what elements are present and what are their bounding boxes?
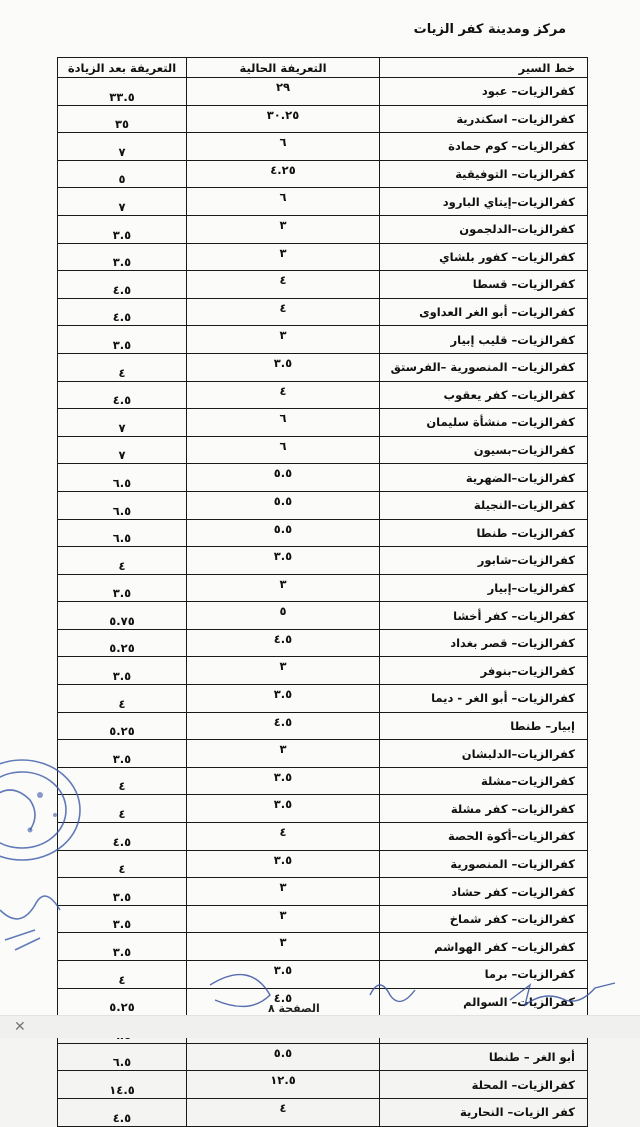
- close-icon[interactable]: ✕: [14, 1019, 26, 1035]
- fare-current-cell: ٥.٥: [187, 519, 380, 547]
- route-cell: كفرالزيات– أبو الغر - ديما: [380, 685, 588, 713]
- table-row: [58, 78, 588, 106]
- table-row: [58, 740, 588, 768]
- route-cell: كفرالزيات– كفر أخشا: [380, 602, 588, 630]
- table-row: [58, 657, 588, 685]
- fare-after-cell: ٤.٥: [58, 298, 187, 326]
- fare-after-cell: ٣٣.٥: [58, 78, 187, 106]
- fare-after-cell: ٧: [58, 409, 187, 437]
- fare-current-cell: ٤.٥: [187, 629, 380, 657]
- table-row: [58, 933, 588, 961]
- fare-current-cell: ٦: [187, 436, 380, 464]
- fare-after-cell: ٥: [58, 160, 187, 188]
- fare-after-cell: ٣.٥: [58, 215, 187, 243]
- fare-after-cell: ٣.٥: [58, 574, 187, 602]
- fare-after-cell: ٦.٥: [58, 491, 187, 519]
- fare-current-cell: ٣.٥: [187, 961, 380, 989]
- route-cell: كفرالزيات– قسطا: [380, 271, 588, 299]
- fare-after-cell: ٥.٢٥: [58, 712, 187, 740]
- fare-current-cell: ٥.٥: [187, 1043, 380, 1071]
- fare-after-cell: ٣.٥: [58, 657, 187, 685]
- table-row: [58, 243, 588, 271]
- route-cell: كفرالزيات–الضهرية: [380, 464, 588, 492]
- route-cell: كفرالزيات– منشأة سليمان: [380, 409, 588, 437]
- viewer-bottom-bar: [0, 1015, 640, 1038]
- table-header-row: [58, 58, 588, 78]
- fare-after-cell: ٤: [58, 795, 187, 823]
- fare-after-cell: ٤: [58, 767, 187, 795]
- route-cell: كفرالزيات– المنصورية –الفرستق: [380, 353, 588, 381]
- table-row: [58, 271, 588, 299]
- page-number: الصفحة ٨: [268, 1002, 320, 1015]
- fare-after-cell: ٤: [58, 547, 187, 575]
- route-cell: كفرالزيات– كفر شماخ: [380, 905, 588, 933]
- route-cell: كفرالزيات–بنوفر: [380, 657, 588, 685]
- route-cell: كفرالزيات– أبو الغر العداوى: [380, 298, 588, 326]
- route-cell: كفرالزيات–إبيار: [380, 574, 588, 602]
- fare-current-cell: ٣.٥: [187, 547, 380, 575]
- fare-after-cell: ٣.٥: [58, 933, 187, 961]
- table-row: [58, 133, 588, 161]
- table-row: [58, 712, 588, 740]
- fare-after-cell: ٣.٥: [58, 878, 187, 906]
- route-cell: كفرالزيات– قليب إبيار: [380, 326, 588, 354]
- fare-current-cell: ٣: [187, 740, 380, 768]
- route-cell: كفرالزيات– كفر الهواشم: [380, 933, 588, 961]
- fare-after-cell: ٧: [58, 436, 187, 464]
- route-cell: كفرالزيات– طنطا: [380, 519, 588, 547]
- fare-current-cell: ٣.٥: [187, 850, 380, 878]
- fare-after-cell: ٤.٥: [58, 271, 187, 299]
- handwritten-signature-icon: [180, 965, 640, 1015]
- route-cell: كفرالزيات–الدلبشان: [380, 740, 588, 768]
- table-row: [58, 436, 588, 464]
- fare-after-cell: ٥.٢٥: [58, 988, 187, 1016]
- route-cell: كفر الزيات– النحارية: [380, 1098, 588, 1126]
- fare-current-cell: ٣: [187, 574, 380, 602]
- fare-after-cell: ٦.٥: [58, 1043, 187, 1071]
- fare-current-cell: ٦: [187, 409, 380, 437]
- official-seal-icon: [0, 740, 90, 970]
- fare-current-cell: ٤: [187, 1098, 380, 1126]
- table-row: [58, 1043, 588, 1071]
- fare-after-cell: ٥.٢٥: [58, 629, 187, 657]
- fare-after-cell: ٤.٥: [58, 823, 187, 851]
- fare-current-cell: ٣: [187, 326, 380, 354]
- table-row: [58, 491, 588, 519]
- table-row: [58, 381, 588, 409]
- route-cell: كفرالزيات–أكوة الحصة: [380, 823, 588, 851]
- fare-after-cell: ٤: [58, 685, 187, 713]
- table-row: [58, 795, 588, 823]
- fare-current-cell: ٥.٥: [187, 464, 380, 492]
- route-cell: كفرالزيات– برما: [380, 961, 588, 989]
- route-cell: كفرالزيات– كفر يعقوب: [380, 381, 588, 409]
- column-header-after: التعريفة بعد الزيادة: [58, 58, 187, 78]
- fare-current-cell: ٣: [187, 215, 380, 243]
- table-row: [58, 905, 588, 933]
- fare-after-cell: ٤: [58, 353, 187, 381]
- route-cell: كفرالزيات– كوم حمادة: [380, 133, 588, 161]
- fare-current-cell: ٤: [187, 381, 380, 409]
- fare-after-cell: ٦.٥: [58, 464, 187, 492]
- route-cell: كفرالزيات– المنصورية: [380, 850, 588, 878]
- route-cell: كفرالزيات–مشلة: [380, 767, 588, 795]
- fare-current-cell: ٤.٢٥: [187, 160, 380, 188]
- table-row: [58, 1098, 588, 1126]
- fare-after-cell: ٤: [58, 850, 187, 878]
- fare-current-cell: ٣: [187, 657, 380, 685]
- route-cell: إبيار– طنطا: [380, 712, 588, 740]
- column-header-current: التعريفة الحالية: [187, 58, 380, 78]
- table-row: [58, 326, 588, 354]
- fare-after-cell: ٧: [58, 188, 187, 216]
- table-row: [58, 823, 588, 851]
- fare-current-cell: ٣: [187, 933, 380, 961]
- route-cell: كفرالزيات– عبود: [380, 78, 588, 106]
- fare-current-cell: ٦: [187, 188, 380, 216]
- fare-current-cell: ٣.٥: [187, 795, 380, 823]
- fare-after-cell: ٤: [58, 961, 187, 989]
- route-cell: كفرالزيات– اسكندرية: [380, 105, 588, 133]
- table-row: [58, 629, 588, 657]
- route-cell: كفرالزيات– كفر مشلة: [380, 795, 588, 823]
- route-cell: كفرالزيات– قصر بغداد: [380, 629, 588, 657]
- fare-after-cell: ٣.٥: [58, 326, 187, 354]
- fare-after-cell: ٣٥: [58, 105, 187, 133]
- fare-current-cell: ٦: [187, 133, 380, 161]
- fare-current-cell: ٣: [187, 905, 380, 933]
- table-row: [58, 767, 588, 795]
- fare-current-cell: ٤.٥: [187, 988, 380, 1016]
- fare-current-cell: ٣.٥: [187, 685, 380, 713]
- fare-current-cell: ٥: [187, 602, 380, 630]
- table-row: [58, 519, 588, 547]
- table-row: [58, 160, 588, 188]
- fare-after-cell: ٦.٥: [58, 519, 187, 547]
- fare-current-cell: ٢٩: [187, 78, 380, 106]
- table-row: [58, 188, 588, 216]
- fare-current-cell: ٥.٥: [187, 491, 380, 519]
- fare-after-cell: ٤.٥: [58, 381, 187, 409]
- table-row: [58, 105, 588, 133]
- fare-after-cell: ٣.٥: [58, 905, 187, 933]
- table-row: [58, 878, 588, 906]
- table-row: [58, 409, 588, 437]
- table-row: [58, 850, 588, 878]
- fare-current-cell: ٤.٥: [187, 712, 380, 740]
- fare-after-cell: ٣.٥: [58, 740, 187, 768]
- page-heading: مركز ومدينة كفر الزيات: [413, 22, 566, 37]
- fare-after-cell: ٧: [58, 133, 187, 161]
- table-row: [58, 298, 588, 326]
- column-header-route: خط السير: [380, 58, 588, 78]
- fare-current-cell: ٤: [187, 298, 380, 326]
- table-row: [58, 1071, 588, 1099]
- fare-after-cell: ٥.٧٥: [58, 602, 187, 630]
- fare-after-cell: ١٤.٥: [58, 1071, 187, 1099]
- table-row: [58, 215, 588, 243]
- route-cell: كفرالزيات–إيتاي البارود: [380, 188, 588, 216]
- fare-current-cell: ١٢.٥: [187, 1071, 380, 1099]
- fare-current-cell: ٣.٥: [187, 767, 380, 795]
- fare-after-cell: ٣.٥: [58, 243, 187, 271]
- fare-current-cell: ٤: [187, 823, 380, 851]
- table-row: [58, 353, 588, 381]
- fare-after-cell: ٤.٥: [58, 1098, 187, 1126]
- route-cell: كفرالزيات– المحلة: [380, 1071, 588, 1099]
- fare-current-cell: ٤: [187, 271, 380, 299]
- route-cell: كفرالزيات– كفر حشاد: [380, 878, 588, 906]
- table-row: [58, 574, 588, 602]
- table-row: [58, 464, 588, 492]
- route-cell: كفرالزيات– التوفيقية: [380, 160, 588, 188]
- fare-current-cell: ٣٠.٢٥: [187, 105, 380, 133]
- route-cell: كفرالزيات–النجيلة: [380, 491, 588, 519]
- route-cell: كفرالزيات– كفور بلشاي: [380, 243, 588, 271]
- table-row: [58, 602, 588, 630]
- fare-current-cell: ٣.٥: [187, 353, 380, 381]
- route-cell: أبو الغر – طنطا: [380, 1043, 588, 1071]
- fare-current-cell: ٣: [187, 878, 380, 906]
- route-cell: كفرالزيات– السوالم: [380, 988, 588, 1016]
- table-row: [58, 685, 588, 713]
- route-cell: كفرالزيات–شابور: [380, 547, 588, 575]
- route-cell: كفرالزيات–بسيون: [380, 436, 588, 464]
- table-row: [58, 547, 588, 575]
- fare-current-cell: ٣: [187, 243, 380, 271]
- route-cell: كفرالزيات–الدلجمون: [380, 215, 588, 243]
